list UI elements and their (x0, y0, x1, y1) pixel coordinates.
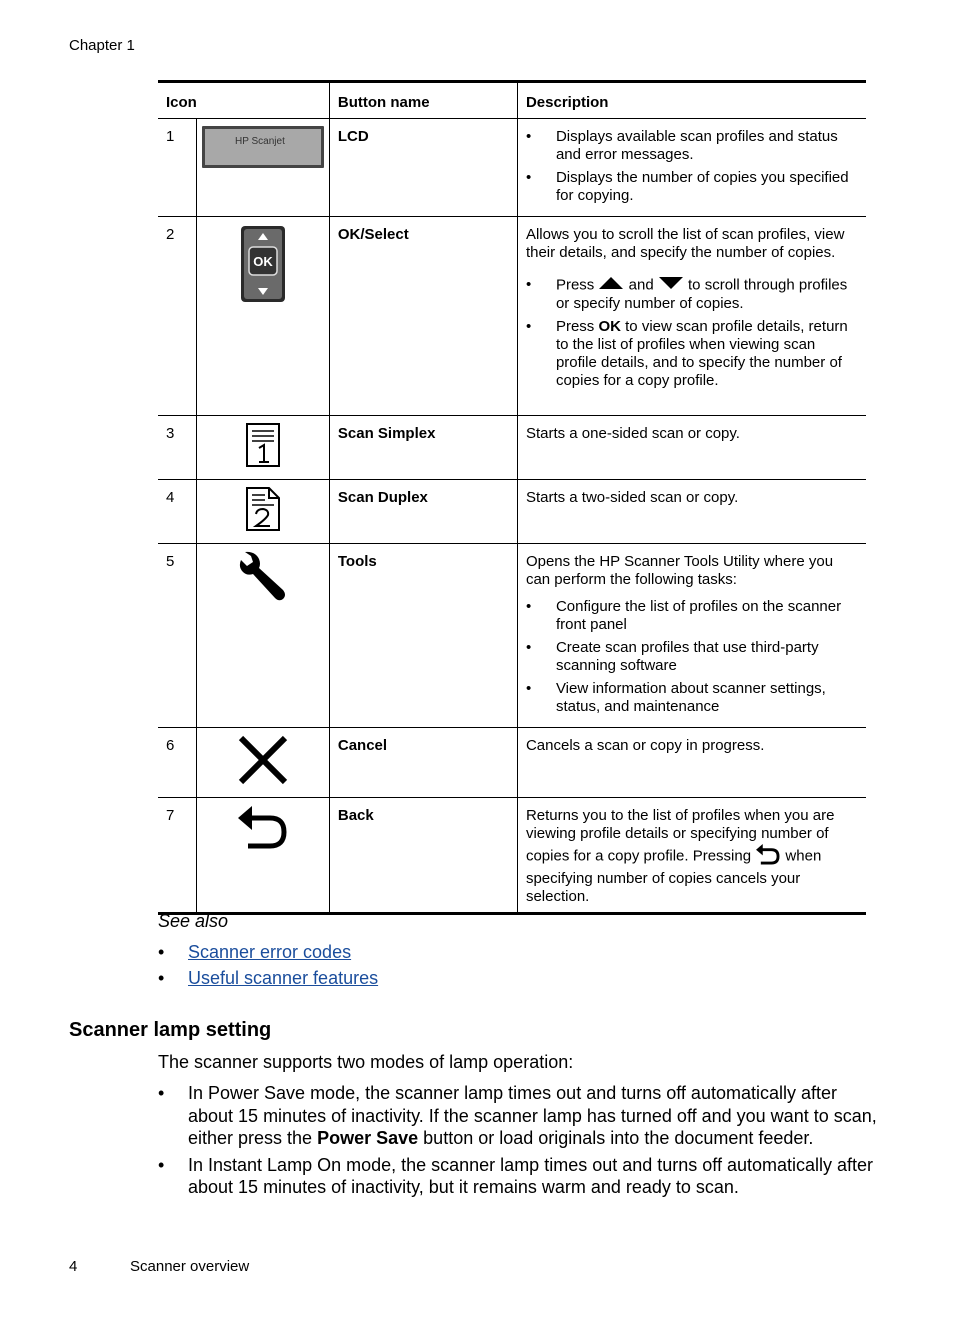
link-scanner-error-codes[interactable]: Scanner error codes (188, 942, 352, 962)
power-save-text-a: In Power Save mode, the scanner lamp times out and turns off automatically after about 15 minutes of inactivity. If the scanner lamp has turned off and you want to scan, either press the (188, 1083, 877, 1148)
table-row (158, 416, 866, 480)
scan-simplex-icon (196, 416, 329, 480)
scan-duplex-icon (196, 480, 329, 544)
section-intro: The scanner supports two modes of lamp operation: (158, 1052, 574, 1072)
list-item: • Displays the number of copies you specified for copying. (526, 169, 858, 205)
down-arrow-icon (658, 276, 684, 295)
see-also-label: See also (158, 911, 229, 931)
table-row (158, 544, 866, 728)
table-header-row (158, 82, 866, 119)
row-number: 6 (158, 728, 196, 798)
back-description-b: when specifying number of copies cancels your selection. (525, 847, 822, 905)
button-name: Scan Duplex (329, 480, 517, 544)
press-text: Press (555, 276, 595, 294)
list-item: • Configure the list of profiles on the scanner front panel (526, 598, 858, 634)
button-name: Cancel (329, 728, 517, 798)
description: Cancels a scan or copy in progress. (517, 728, 866, 798)
lcd-text: HP Scanjet (234, 136, 285, 147)
page-number: 4 (69, 1258, 78, 1275)
list-item: • View information about scanner settings, status, and maintenance (526, 680, 858, 716)
description: Starts a two-sided scan or copy. (517, 480, 866, 544)
footer-title: Scanner overview (130, 1258, 250, 1275)
link-useful-scanner-features[interactable]: Useful scanner features (188, 968, 379, 988)
row-number: 1 (158, 119, 196, 217)
description: Starts a one-sided scan or copy. (517, 416, 866, 480)
description-intro: Opens the HP Scanner Tools Utility where you can perform the following tasks: (525, 553, 834, 588)
table-row (158, 217, 866, 416)
button-name: Tools (329, 544, 517, 728)
lamp-modes-list (158, 1082, 878, 1203)
see-also-links (158, 941, 378, 993)
power-save-bold: Power Save (317, 1128, 419, 1148)
header-icon: Icon (158, 82, 329, 119)
header-button-name: Button name (329, 82, 517, 119)
row-number: 7 (158, 798, 196, 914)
table-row (158, 480, 866, 544)
table-row (158, 798, 866, 914)
description (517, 217, 866, 416)
and-text: and (628, 276, 654, 294)
description (517, 798, 866, 914)
table-row (158, 119, 866, 217)
list-item (158, 967, 378, 993)
back-arrow-icon (196, 798, 329, 914)
row-number: 2 (158, 217, 196, 416)
back-description-a: Returns you to the list of profiles when you are viewing profile details or specifying number of copies for a copy profile. Pressing (525, 807, 835, 865)
section-heading: Scanner lamp setting (69, 1019, 272, 1041)
row-number: 3 (158, 416, 196, 480)
ok-select-icon (196, 217, 329, 416)
button-name: LCD (329, 119, 517, 217)
list-item: • In Instant Lamp On mode, the scanner lamp times out and turns off automatically after about 15 minutes of inactivity, but it remains warm and ready to scan. (158, 1154, 878, 1199)
power-save-text-b: button or load originals into the document feeder. (423, 1128, 814, 1148)
ok-text: OK (253, 254, 273, 269)
cancel-x-icon (196, 728, 329, 798)
list-item (158, 941, 378, 967)
row-number: 5 (158, 544, 196, 728)
list-item: • Create scan profiles that use third-party scanning software (526, 639, 858, 675)
list-item: • Displays available scan profiles and status and error messages. (526, 128, 858, 164)
button-name: Back (329, 798, 517, 914)
button-table (158, 80, 866, 915)
list-item (526, 276, 858, 313)
description (517, 119, 866, 217)
button-name: Scan Simplex (329, 416, 517, 480)
scroll-text: to scroll through profiles or specify number of copies. (555, 276, 848, 312)
press-text: Press (555, 318, 595, 335)
table-row (158, 728, 866, 798)
list-item (526, 318, 858, 390)
ok-description-text: to view scan profile details, return to the list of profiles when viewing scan profile details, and to specify the number of copies for a copy profile. (555, 318, 848, 389)
list-item (158, 1082, 878, 1150)
up-arrow-icon (598, 276, 624, 295)
description (517, 544, 866, 728)
button-name: OK/Select (329, 217, 517, 416)
wrench-icon (196, 544, 329, 728)
lcd-display-icon (196, 119, 329, 217)
header-description: Description (517, 82, 866, 119)
ok-bold-text: OK (598, 318, 621, 335)
row-number: 4 (158, 480, 196, 544)
chapter-label: Chapter 1 (69, 37, 135, 54)
description-intro: Allows you to scroll the list of scan profiles, view their details, and specify the number of copies. (525, 226, 845, 261)
back-arrow-inline-icon (755, 843, 781, 870)
